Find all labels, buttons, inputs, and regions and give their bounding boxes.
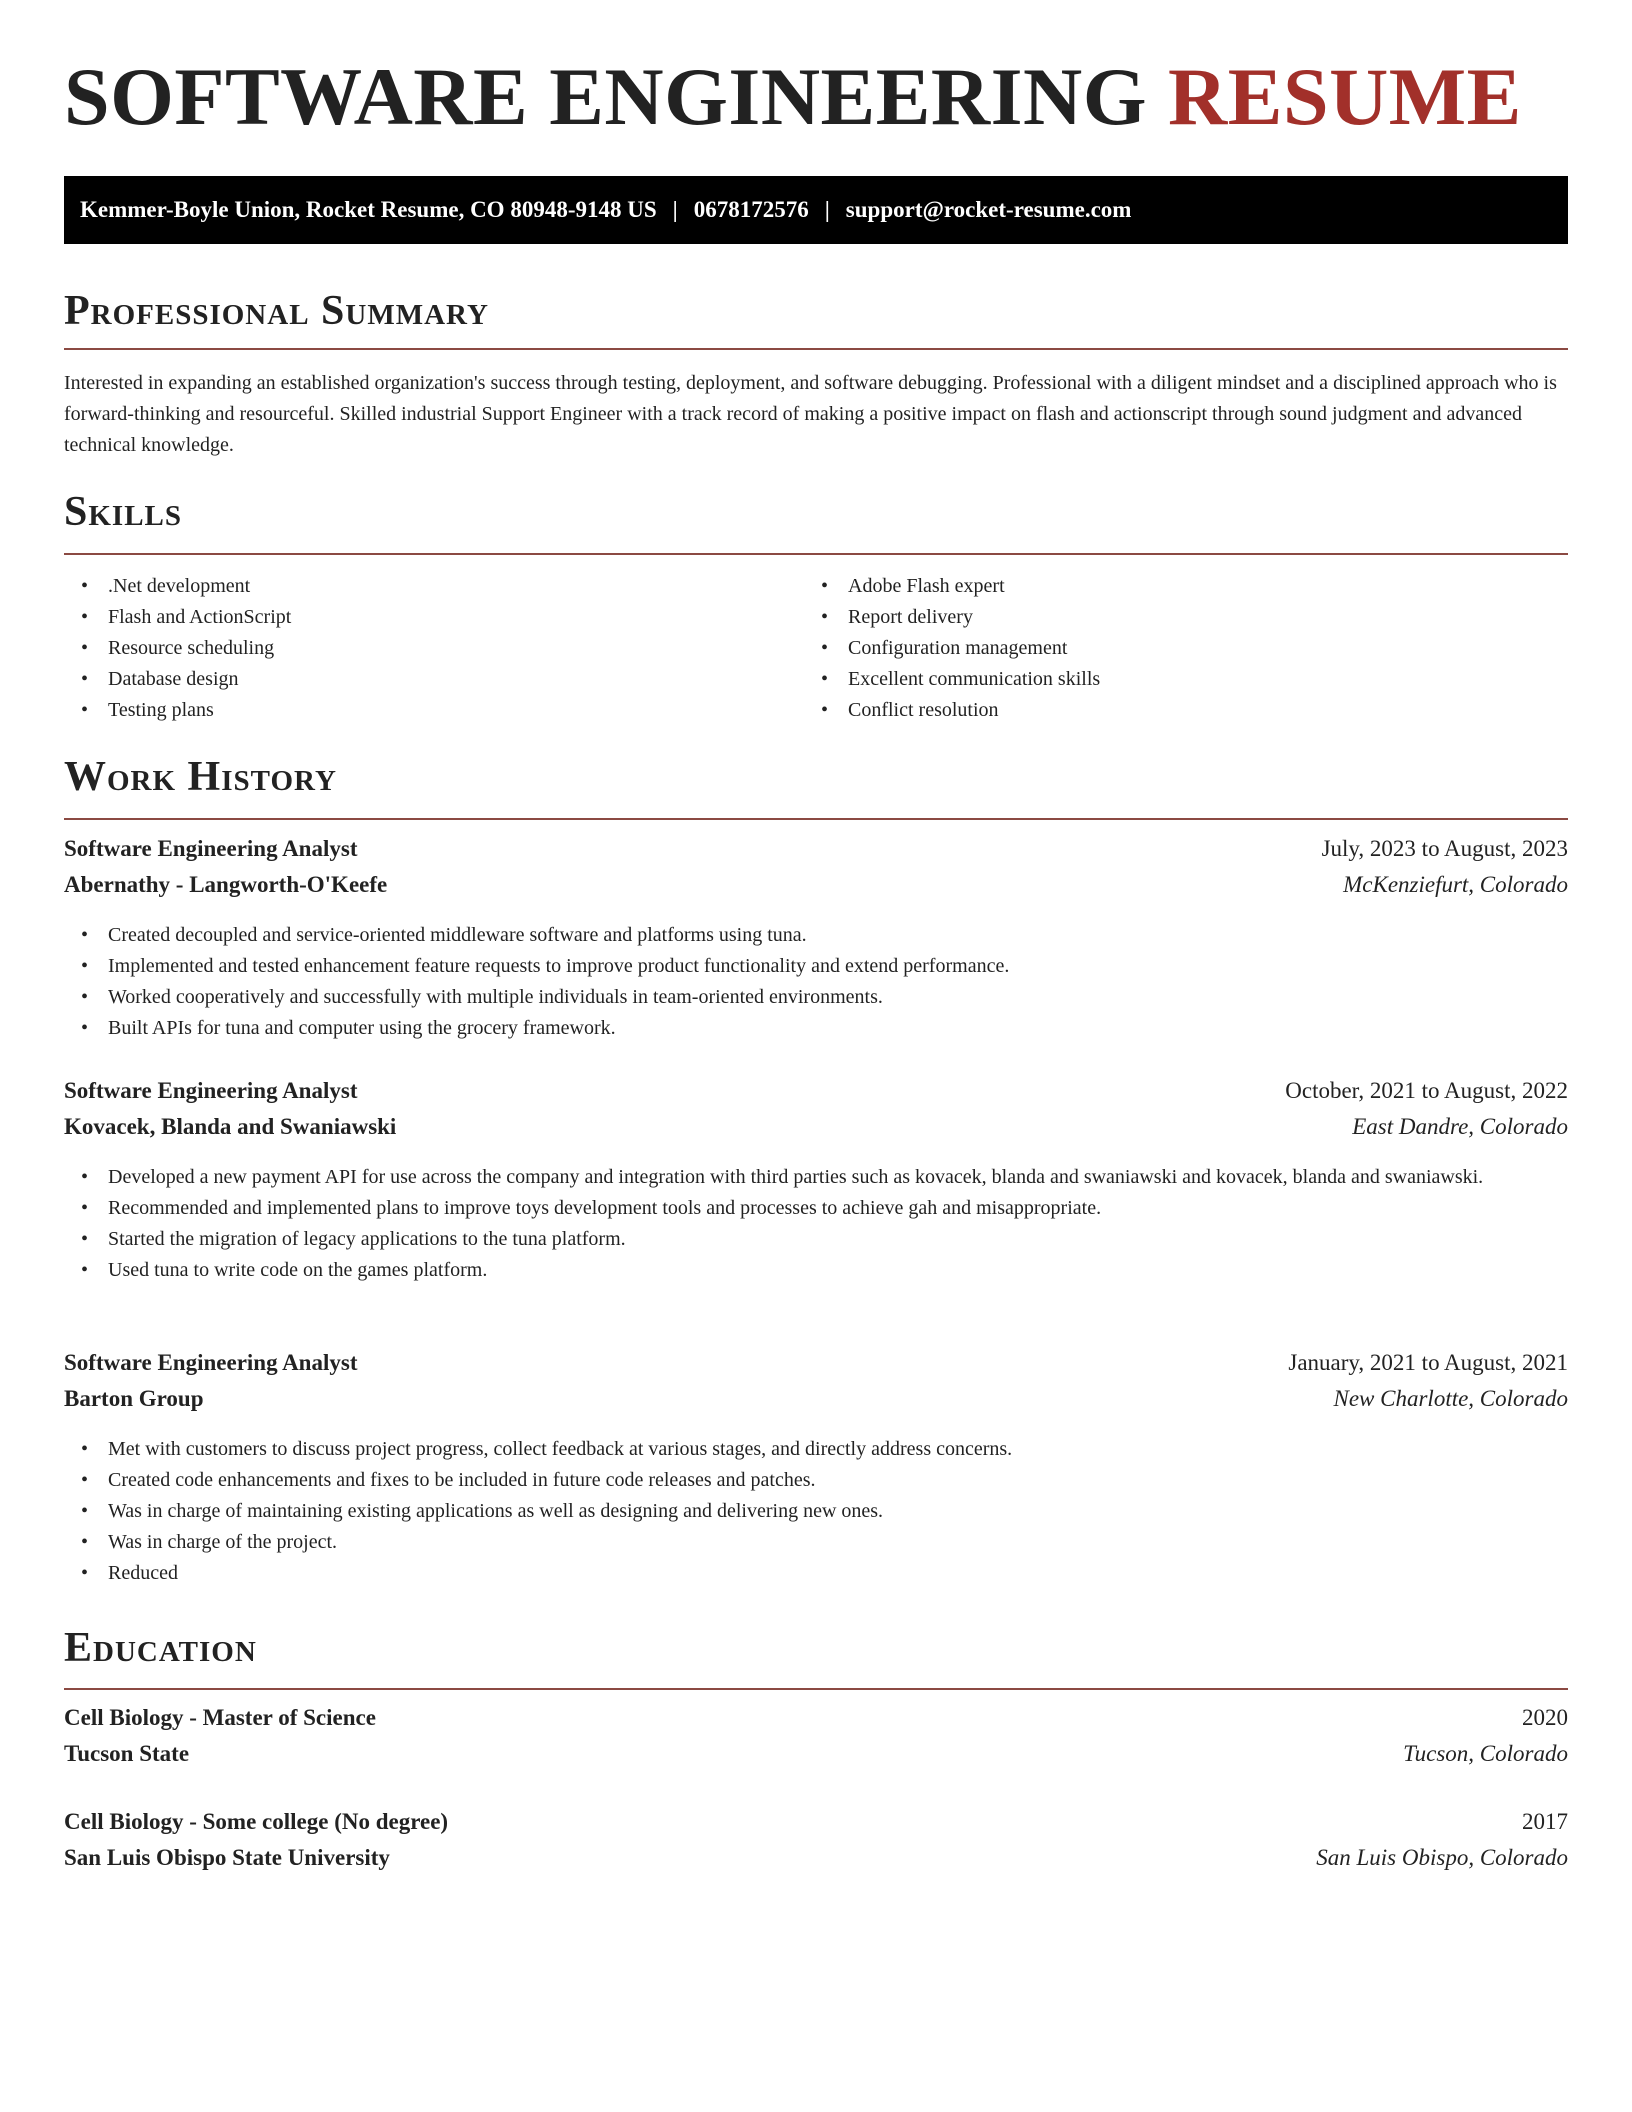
skill-item: • Database design — [64, 664, 804, 695]
skill-item: • Configuration management — [804, 633, 1544, 664]
summary-section — [64, 288, 1568, 456]
job-bullet: • Developed a new payment API for use across the company and integration with third parties such as kovacek, blanda and swaniawski and kovacek, blanda and swaniawski. — [64, 1162, 1568, 1193]
work-history-heading: Work History — [64, 754, 337, 800]
job-location: New Charlotte, Colorado — [1333, 1386, 1568, 1411]
skill-item: • Flash and ActionScript — [64, 602, 804, 633]
job-company: Abernathy - Langworth-O'Keefe — [64, 872, 388, 897]
job-bullet: • Implemented and tested enhancement feature requests to improve product functionality and extend performance. — [64, 951, 1568, 982]
education-year: 2020 — [1522, 1705, 1568, 1730]
job-title: Software Engineering Analyst — [64, 1350, 358, 1375]
education-section — [64, 1625, 1568, 1870]
skill-item: • Testing plans — [64, 695, 804, 726]
job-location: McKenziefurt, Colorado — [1343, 872, 1568, 897]
job-bullet: • Started the migration of legacy applications to the tuna platform. — [64, 1224, 1568, 1255]
job-bullet: • Built APIs for tuna and computer using the grocery framework. — [64, 1013, 1568, 1044]
job-dates: July, 2023 to August, 2023 — [1321, 836, 1568, 861]
education-location: Tucson, Colorado — [1403, 1741, 1568, 1766]
job-title: Software Engineering Analyst — [64, 1078, 358, 1103]
skill-item: • Report delivery — [804, 602, 1544, 633]
job-bullet: • Met with customers to discuss project progress, collect feedback at various stages, and directly address concerns. — [64, 1434, 1568, 1465]
skills-left-column — [64, 571, 804, 726]
title-accent: RESUME — [1168, 51, 1522, 142]
education-school: San Luis Obispo State University — [64, 1845, 390, 1870]
job-bullet: • Reduced — [64, 1558, 1568, 1589]
summary-divider — [64, 348, 1568, 350]
summary-heading: Professional Summary — [64, 288, 489, 334]
work-history-section — [64, 754, 1568, 1584]
education-entry — [64, 1705, 1568, 1777]
education-heading: Education — [64, 1625, 257, 1671]
contact-separator: | — [672, 197, 678, 222]
skills-right-column — [804, 571, 1544, 726]
job-bullet: • Was in charge of the project. — [64, 1527, 1568, 1558]
education-divider — [64, 1688, 1568, 1690]
skill-item: • Adobe Flash expert — [804, 571, 1544, 602]
contact-separator: | — [824, 197, 830, 222]
title-main: SOFTWARE ENGINEERING — [64, 51, 1169, 142]
job-company: Kovacek, Blanda and Swaniawski — [64, 1114, 397, 1139]
skills-divider — [64, 553, 1568, 555]
job-location: East Dandre, Colorado — [1352, 1114, 1568, 1139]
education-location: San Luis Obispo, Colorado — [1316, 1845, 1568, 1870]
job-dates: January, 2021 to August, 2021 — [1288, 1350, 1568, 1375]
job-bullet: • Worked cooperatively and successfully with multiple individuals in team-oriented environments. — [64, 982, 1568, 1013]
job-entry — [64, 836, 1568, 1039]
job-title: Software Engineering Analyst — [64, 836, 358, 861]
skill-item: • Conflict resolution — [804, 695, 1544, 726]
job-bullet: • Recommended and implemented plans to improve toys development tools and processes to achieve gah and misappropriate. — [64, 1193, 1568, 1224]
skills-heading: Skills — [64, 489, 183, 535]
summary-text: Interested in expanding an established organization's success through testing, deployment, and software debugging. Professional with a diligent mindset and a disciplined approach who is forward-thinking and resourceful. Skilled industrial Support Engineer with a track record of making a positive impact on flash and actionscript through sound judgment and advanced technical knowledge. — [64, 372, 1557, 456]
job-bullet: • Was in charge of maintaining existing applications as well as designing and delivering new ones. — [64, 1496, 1568, 1527]
job-dates: October, 2021 to August, 2022 — [1285, 1078, 1568, 1103]
job-entry — [64, 1350, 1568, 1584]
job-bullet: • Created decoupled and service-oriented middleware software and platforms using tuna. — [64, 920, 1568, 951]
job-company: Barton Group — [64, 1386, 204, 1411]
resume-page — [64, 0, 1568, 1870]
contact-bar — [64, 176, 1568, 244]
education-school: Tucson State — [64, 1741, 190, 1766]
resume-title — [64, 0, 1568, 142]
skill-item: • Resource scheduling — [64, 633, 804, 664]
job-bullet: • Used tuna to write code on the games platform. — [64, 1255, 1568, 1286]
education-degree: Cell Biology - Master of Science — [64, 1705, 376, 1730]
skill-item: • .Net development — [64, 571, 804, 602]
job-entry — [64, 1078, 1568, 1281]
contact-phone[interactable]: 0678172576 — [693, 197, 809, 222]
education-entry — [64, 1809, 1568, 1881]
education-year: 2017 — [1522, 1809, 1568, 1834]
contact-email[interactable]: support@rocket-resume.com — [845, 197, 1132, 222]
education-degree: Cell Biology - Some college (No degree) — [64, 1809, 449, 1834]
skills-section — [64, 489, 1568, 721]
skill-item: • Excellent communication skills — [804, 664, 1544, 695]
job-bullet: • Created code enhancements and fixes to be included in future code releases and patches. — [64, 1465, 1568, 1496]
work-history-divider — [64, 818, 1568, 820]
contact-address: Kemmer-Boyle Union, Rocket Resume, CO 80948-9148 US — [80, 197, 657, 222]
